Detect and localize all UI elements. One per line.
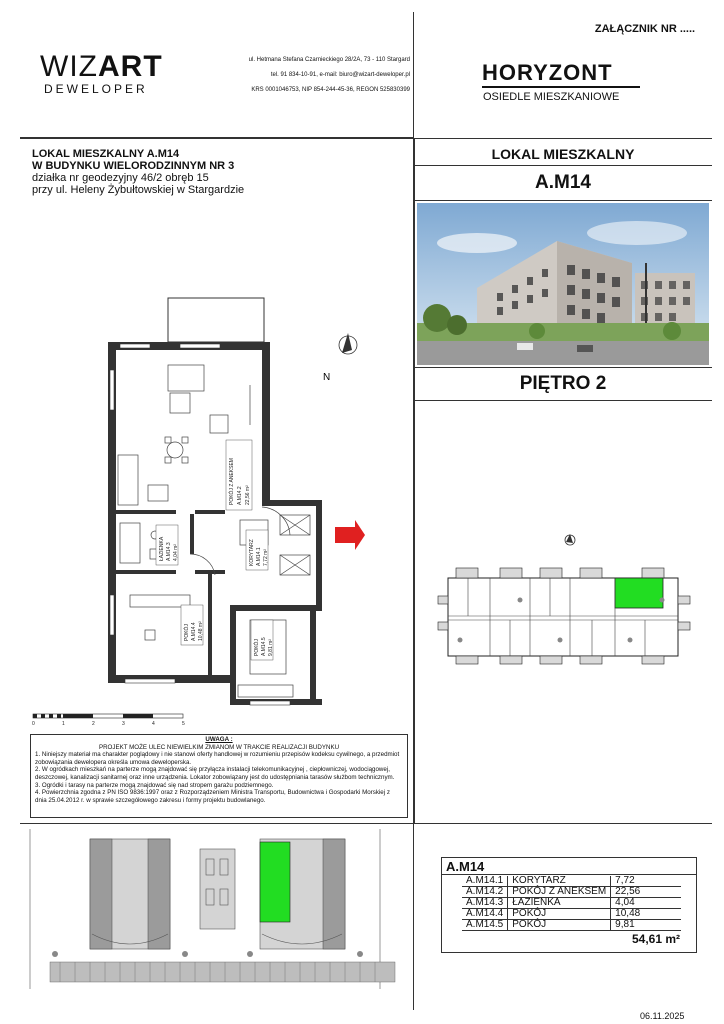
room-table-row — [462, 887, 681, 898]
unit-desc-line2: W BUDYNKU WIELORODZINNYM NR 3 — [32, 160, 235, 172]
plan-room-1-name: KORYTARZ — [249, 539, 255, 566]
room-area: 9,81 — [611, 920, 681, 931]
room-id: A.M14.4 — [462, 909, 508, 920]
room-area: 22,56 — [611, 887, 681, 898]
room-table-row — [462, 920, 681, 931]
room-name: ŁAZIENKA — [508, 898, 611, 909]
plan-room-5-id: A.M14.5 — [261, 637, 267, 656]
developer-logo — [40, 52, 163, 82]
plan-room-4-name: POKÓJ — [184, 624, 190, 641]
scale-tick-label: 5 — [182, 721, 185, 726]
right-panel-label: LOKAL MIESZKALNY — [491, 146, 635, 162]
highlighted-building-site — [260, 842, 290, 922]
floor-plan-drawing — [90, 295, 380, 715]
floor-key-plan-drawing — [430, 520, 700, 670]
room-table-row — [462, 876, 681, 887]
room-id: A.M14.1 — [462, 876, 508, 887]
room-table-title: A.M14 — [446, 859, 485, 874]
unit-code: A.M14 — [535, 172, 591, 193]
plan-room-4-area: 10,48 m² — [198, 621, 204, 641]
logo-subtitle: DEWELOPER — [44, 82, 148, 96]
project-subtitle: OSIEDLE MIESZKANIOWE — [483, 91, 620, 103]
plan-room-5-area: 9,81 m² — [268, 639, 274, 656]
logo-wiz: WIZ — [40, 50, 98, 83]
right-panel-divider-3 — [414, 367, 712, 368]
building-render — [417, 203, 709, 365]
room-name: POKÓJ — [508, 920, 611, 931]
north-arrow-icon — [323, 333, 357, 383]
site-plan — [20, 824, 414, 1010]
plan-room-4-id: A.M14.4 — [191, 622, 197, 641]
unit-desc-line1: LOKAL MIESZKALNY A.M14 — [32, 148, 180, 160]
floor-label: PIĘTRO 2 — [519, 373, 607, 394]
notes-box — [30, 734, 408, 818]
scale-tick-label: 4 — [152, 721, 155, 726]
plan-room-2-id: A.M14.2 — [237, 486, 243, 505]
plan-room-1-id: A.M14.1 — [256, 547, 262, 566]
note-4: 4. Powierzchnia zgodna z PN ISO 9836:1997 oraz z Rozporządzeniem Ministra Transportu, Budownictwa i Gospodarki Morskiej z dnia 25.04.2012 r. w sprawie szczegółowego zakresu i formy projektu budowlanego. — [35, 789, 390, 804]
scale-tick-label: 3 — [122, 721, 125, 726]
developer-contact: tel. 91 834-10-91, e-mail: biuro@wizart-deweloper.pl — [270, 72, 410, 78]
scale-bar-drawing — [30, 712, 190, 726]
north-label: N — [323, 372, 331, 383]
room-table — [462, 876, 681, 931]
plan-room-3-id: A.M14.3 — [166, 542, 172, 561]
notes-title: UWAGA : — [205, 736, 233, 743]
plan-room-3-name: ŁAZIENKA — [159, 536, 165, 561]
floor-key-plan — [430, 520, 700, 670]
document-date: 06.11.2025 — [640, 1011, 685, 1021]
room-area: 10,48 — [611, 909, 681, 920]
plan-room-3-area: 4,04 m² — [173, 544, 179, 561]
right-panel-divider — [414, 165, 712, 166]
developer-registry: KRS 0001046753, NIP 854-244-45-36, REGON 525830399 — [251, 87, 410, 93]
building-render-image — [417, 203, 709, 365]
room-name: POKÓJ Z ANEKSEM — [508, 887, 611, 898]
unit-desc-line4: przy ul. Heleny Żybułtowskiej w Stargardzie — [32, 184, 245, 196]
room-table-total: 54,61 m² — [631, 932, 680, 946]
highlighted-unit-key — [615, 578, 663, 608]
developer-address: ul. Hetmana Stefana Czarnieckiego 28/2A, 73 - 110 Stargard — [248, 57, 410, 63]
plan-room-5-name: POKÓJ — [254, 639, 260, 656]
note-2: 2. W ogródkach mieszkań na parterze mogą znajdować się przyłącza instalacji telekomunikacyjnej , ciepłowniczej, wodociągowej, deszczowej, kanalizacji sanitarnej oraz inne urządzenia. Lokator zobowiązany jest do udostępniania tarasów służbom technicznym. — [35, 766, 395, 781]
room-table-row — [462, 909, 681, 920]
plan-room-2-area: 22,56 m² — [245, 485, 251, 505]
site-plan-drawing — [20, 824, 414, 1010]
scale-tick-label: 2 — [92, 721, 95, 726]
room-table-box — [441, 857, 697, 953]
room-id: A.M14.5 — [462, 920, 508, 931]
annex-label: ZAŁĄCZNIK NR ..... — [594, 23, 696, 35]
room-area: 4,04 — [611, 898, 681, 909]
room-id: A.M14.3 — [462, 898, 508, 909]
note-3: 3. Ogródki i tarasy na parterze mogą znajdować się nad stropem garażu podziemnego. — [35, 781, 274, 789]
project-underline — [482, 86, 640, 88]
plan-room-2-name: POKÓJ Z ANEKSEM — [229, 458, 235, 505]
logo-art: ART — [97, 50, 163, 83]
notes-subtitle: PROJEKT MOŻE ULEC NIEWIELKIM ZMIANOM W TRAKCIE REALIZACJI BUDYNKU — [98, 743, 340, 751]
room-name: KORYTARZ — [508, 876, 611, 887]
room-area: 7,72 — [611, 876, 681, 887]
unit-desc-line3: działka nr geodezyjny 46/2 obręb 15 — [32, 172, 209, 184]
scale-tick-label: 0 — [32, 721, 35, 726]
room-name: POKÓJ — [508, 909, 611, 920]
right-panel-divider-4 — [414, 400, 712, 401]
note-1: 1. Niniejszy materiał ma charakter poglądowy i nie stanowi oferty handlowej w rozumieniu przepisów kodeksu cywilnego, a przedmiot zobowiązania dewelopera określa umowa deweloperska. — [35, 751, 400, 766]
room-id: A.M14.2 — [462, 887, 508, 898]
floor-plan — [90, 295, 380, 715]
room-table-row — [462, 898, 681, 909]
plan-room-1-area: 7,72 m² — [263, 549, 269, 566]
scale-tick-label: 1 — [62, 721, 65, 726]
right-panel-divider-2 — [414, 200, 712, 201]
project-name: HORYZONT — [482, 60, 613, 85]
scale-bar — [30, 712, 190, 726]
